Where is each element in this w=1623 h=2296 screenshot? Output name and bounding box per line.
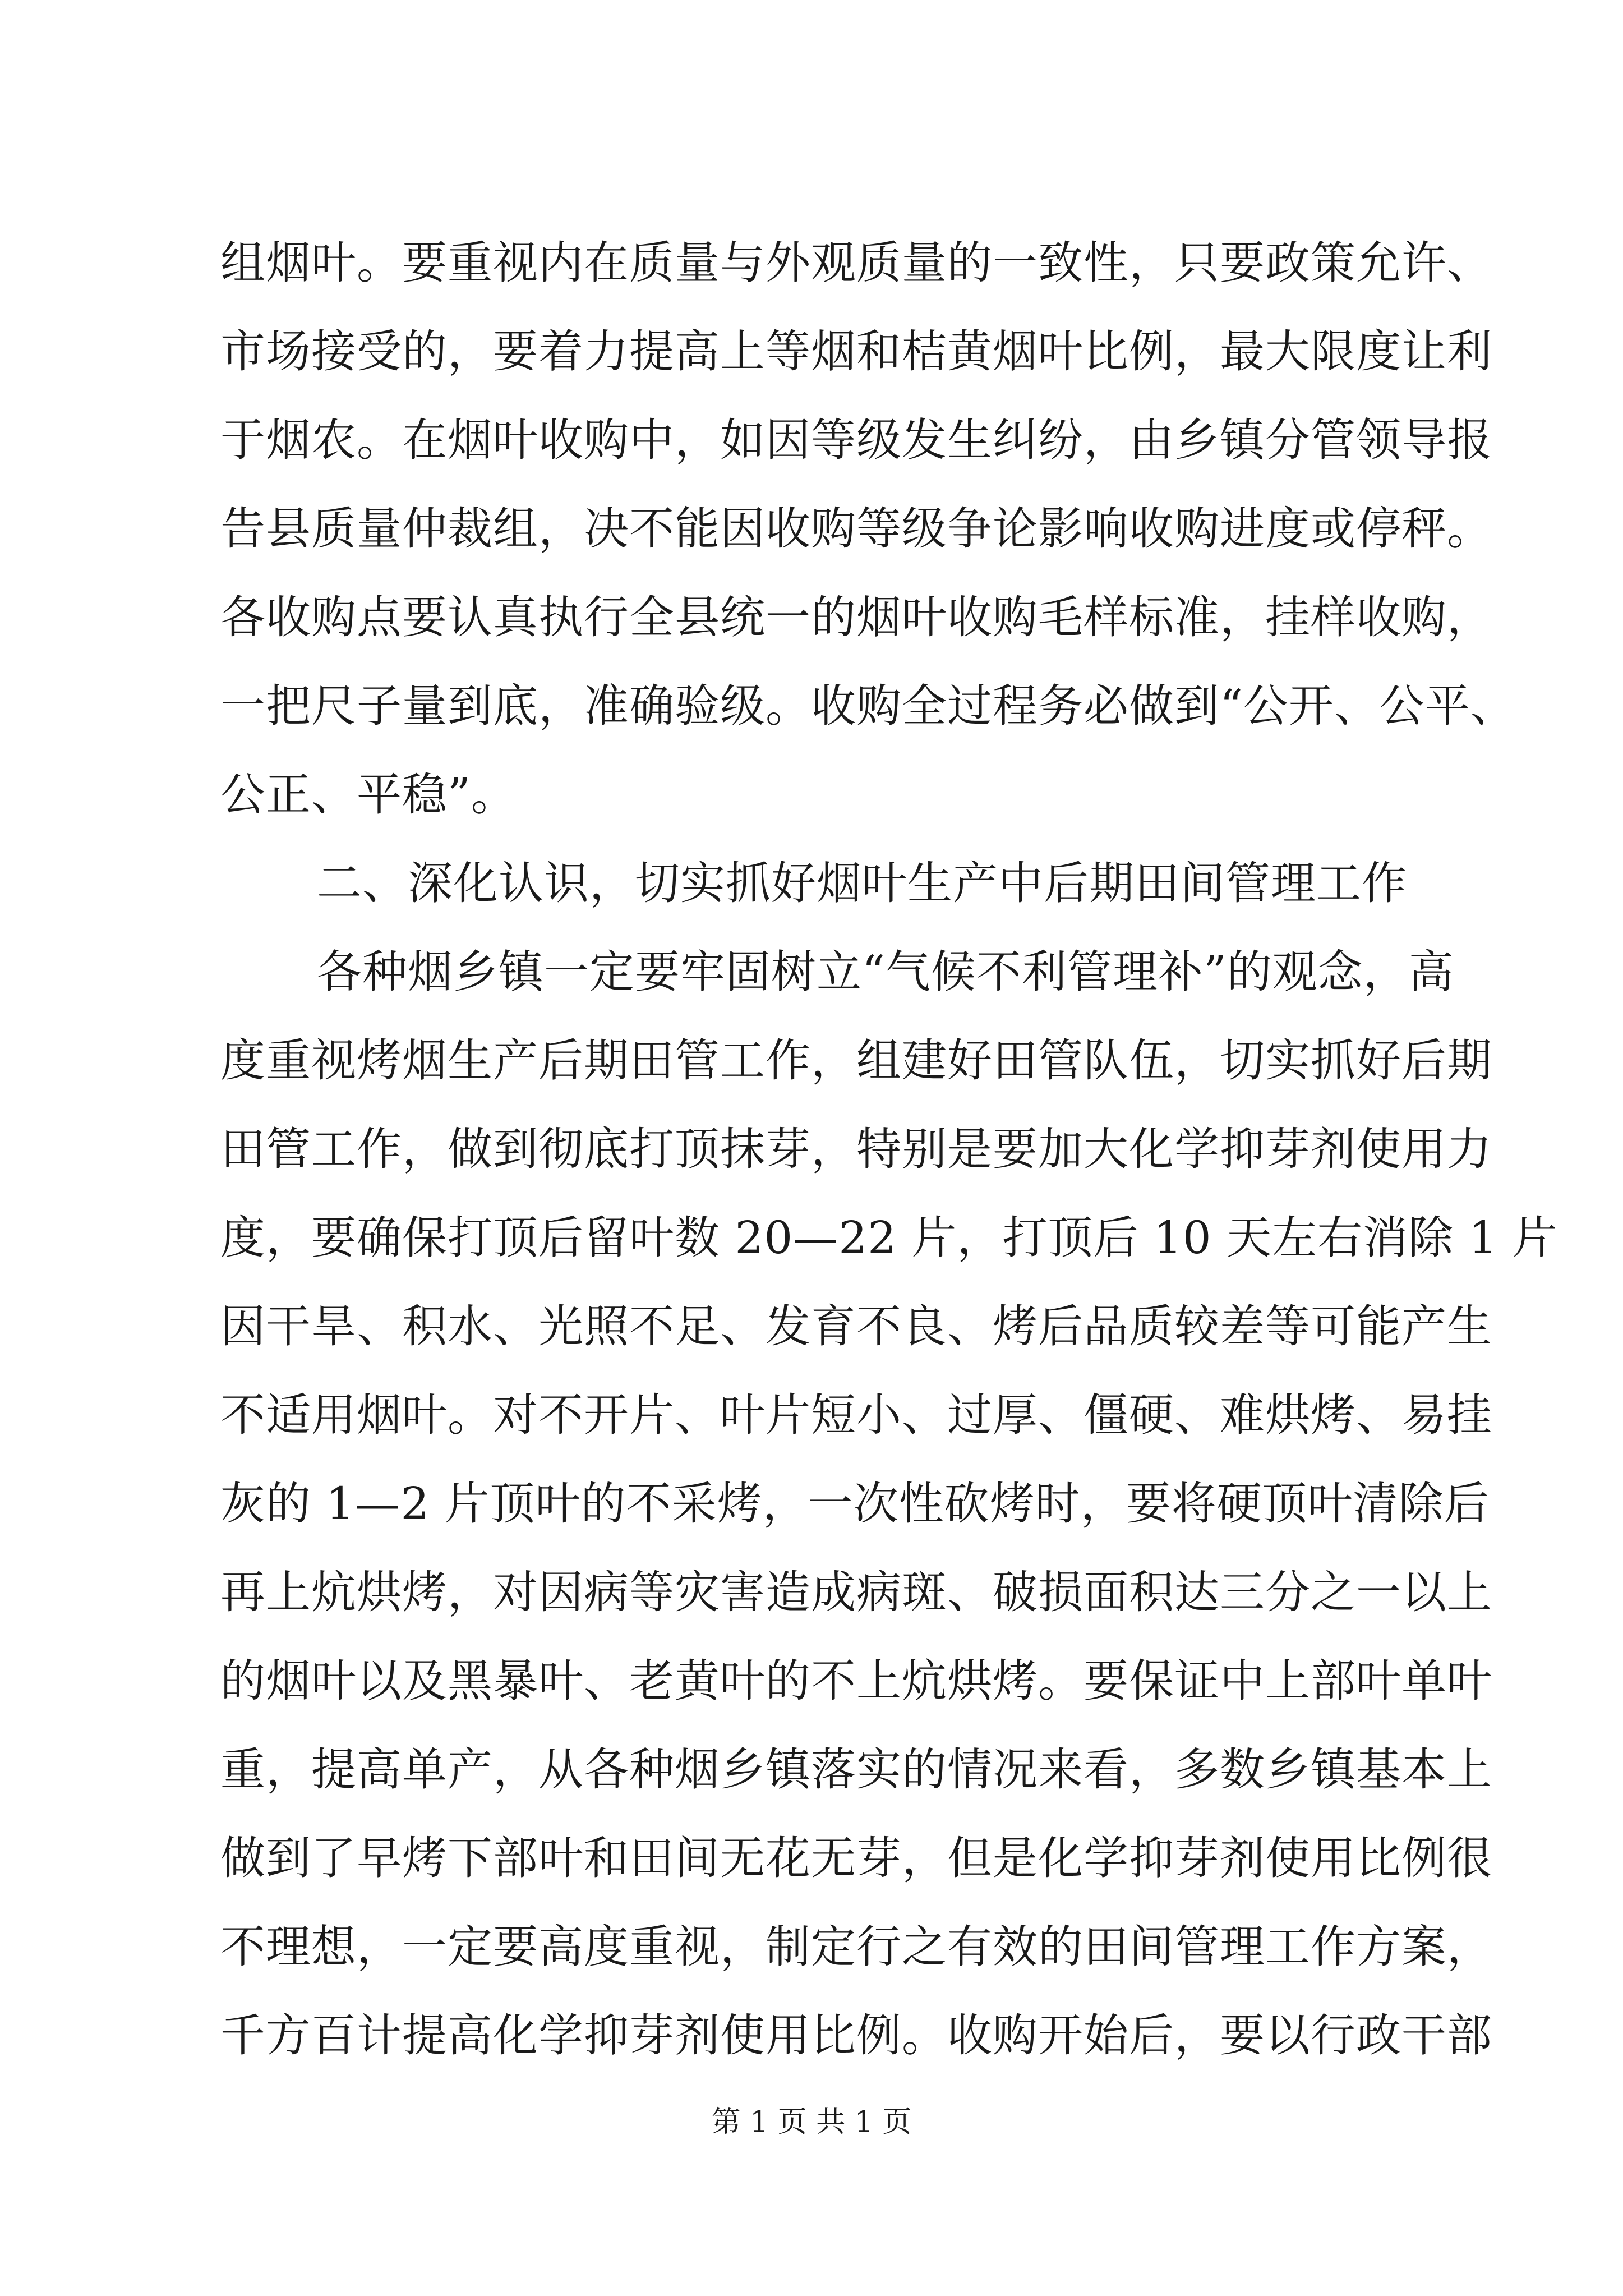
text-line: 组烟叶。要重视内在质量与外观质量的一致性，只要政策允许、 <box>220 237 1492 289</box>
text-line: 田管工作，做到彻底打顶抹芽，特别是要加大化学抑芽剂使用力 <box>220 1123 1492 1175</box>
text-line: 再上炕烘烤，对因病等灾害造成病斑、破损面积达三分之一以上 <box>220 1566 1492 1618</box>
text-line: 灰的 1—2 片顶叶的不采烤，一次性砍烤时，要将硬顶叶清除后 <box>220 1478 1490 1530</box>
text-line: 市场接受的，要着力提高上等烟和桔黄烟叶比例，最大限度让利 <box>220 325 1492 378</box>
text-line: 不适用烟叶。对不开片、叶片短小、过厚、僵硬、难烘烤、易挂 <box>220 1389 1492 1441</box>
text-line: 告县质量仲裁组，决不能因收购等级争论影响收购进度或停秤。 <box>220 503 1492 555</box>
page-footer: 第 1 页 共 1 页 <box>711 2105 912 2139</box>
text-line: 度，要确保打顶后留叶数 20—22 片，打顶后 10 天左右消除 1 片 <box>220 1212 1558 1264</box>
text-line: 千方百计提高化学抑芽剂使用比例。收购开始后，要以行政干部 <box>220 2009 1492 2062</box>
text-line: 重，提高单产，从各种烟乡镇落实的情况来看，多数乡镇基本上 <box>220 1743 1492 1796</box>
text-line: 因干旱、积水、光照不足、发育不良、烤后品质较差等可能产生 <box>220 1300 1492 1352</box>
text-line: 公正、平稳”。 <box>220 769 517 821</box>
text-line: 各收购点要认真执行全县统一的烟叶收购毛样标准，挂样收购， <box>220 591 1492 643</box>
text-line: 一把尺子量到底，准确验级。收购全过程务必做到“公开、公平、 <box>220 680 1516 732</box>
text-line: 于烟农。在烟叶收购中，如因等级发生纠纷，由乡镇分管领导报 <box>220 414 1492 466</box>
section-heading: 二、深化认识，切实抓好烟叶生产中后期田间管理工作 <box>317 857 1407 909</box>
body-text <box>220 219 1558 2080</box>
text-line: 做到了早烤下部叶和田间无花无芽，但是化学抑芽剂使用比例很 <box>220 1832 1492 1884</box>
text-line: 各种烟乡镇一定要牢固树立“气候不利管理补”的观念，高 <box>317 946 1454 998</box>
text-line: 不理想，一定要高度重视，制定行之有效的田间管理工作方案， <box>220 1921 1492 1973</box>
text-line: 度重视烤烟生产后期田管工作，组建好田管队伍，切实抓好后期 <box>220 1034 1492 1087</box>
text-line: 的烟叶以及黑暴叶、老黄叶的不上炕烘烤。要保证中上部叶单叶 <box>220 1655 1492 1707</box>
